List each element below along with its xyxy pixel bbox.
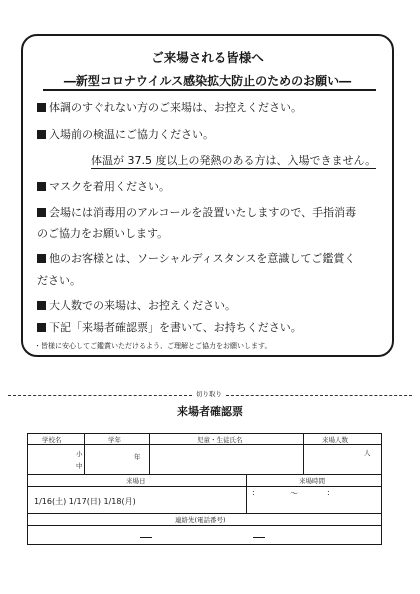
col-divider xyxy=(149,434,150,474)
grade-header: 学年 xyxy=(108,436,121,444)
attendees-unit: 人 xyxy=(364,449,371,457)
cut-line-left xyxy=(8,395,192,396)
school-elementary-option[interactable]: 小 xyxy=(76,450,83,458)
notice-item-2: 入場前の検温にご協力ください。 xyxy=(37,126,214,142)
notice-footnote: ・皆様に安心してご鑑賞いただけるよう、ご理解とご協力をお願いします。 xyxy=(34,342,272,350)
notice-item-4-continued: のご協力をお願いします。 xyxy=(37,227,169,240)
col-divider xyxy=(303,434,304,474)
col-divider xyxy=(84,434,85,474)
time-end-colon[interactable]: : xyxy=(327,488,330,497)
square-bullet-icon xyxy=(37,182,46,191)
subtitle-underline xyxy=(43,89,376,91)
time-start-colon[interactable]: : xyxy=(252,488,255,497)
notice-title: ご来場される皆様へ xyxy=(151,50,264,65)
phone-separator xyxy=(140,537,152,538)
notice-item-3: マスクを着用ください。 xyxy=(37,178,170,194)
notice-item-5-continued: ださい。 xyxy=(37,274,81,287)
student-name-header: 児童・生徒氏名 xyxy=(197,436,243,444)
notice-box xyxy=(21,34,394,357)
notice-item-1: 体調のすぐれない方のご来場は、お控えください。 xyxy=(37,99,302,115)
row-divider xyxy=(28,525,381,526)
attendees-header: 来場人数 xyxy=(322,436,348,444)
row-divider xyxy=(28,513,381,514)
cut-label: 切り取り xyxy=(196,390,222,398)
notice-item-7: 下記「来場者確認票」を書いて、お持ちください。 xyxy=(37,319,302,335)
square-bullet-icon xyxy=(37,130,46,139)
square-bullet-icon xyxy=(37,103,46,112)
time-header: 来場時間 xyxy=(299,477,325,485)
phone-separator xyxy=(253,537,265,538)
date-header: 来場日 xyxy=(126,477,146,485)
temperature-note: 体温が 37.5 度以上の発熱のある方は、入場できません。 xyxy=(91,154,377,167)
row-divider xyxy=(28,444,381,445)
school-header: 学校名 xyxy=(42,436,62,444)
grade-suffix: 年 xyxy=(134,453,141,461)
cut-line-right xyxy=(226,395,412,396)
square-bullet-icon xyxy=(37,208,46,217)
form-title: 来場者確認票 xyxy=(177,405,243,418)
notice-item-6: 大人数での来場は、お控えください。 xyxy=(37,297,236,313)
visitor-form-table xyxy=(27,433,382,545)
time-range-tilde: ～ xyxy=(290,489,298,498)
notice-item-4: 会場には消毒用のアルコールを設置いたしますので、手指消毒 xyxy=(37,204,356,220)
square-bullet-icon xyxy=(37,301,46,310)
square-bullet-icon xyxy=(37,323,46,332)
notice-subtitle: ―新型コロナウイルス感染拡大防止のためのお願い― xyxy=(63,74,352,88)
notice-item-5: 他のお客様とは、ソーシャルディスタンスを意識してご鑑賞く xyxy=(37,250,355,266)
contact-header: 連絡先(電話番号) xyxy=(175,516,226,524)
row-divider xyxy=(28,474,381,475)
school-junior-option[interactable]: 中 xyxy=(76,462,83,470)
visit-dates[interactable]: 1/16(土) 1/17(日) 1/18(月) xyxy=(34,497,136,506)
square-bullet-icon xyxy=(37,254,46,263)
row-divider xyxy=(28,486,381,487)
col-divider xyxy=(246,474,247,513)
